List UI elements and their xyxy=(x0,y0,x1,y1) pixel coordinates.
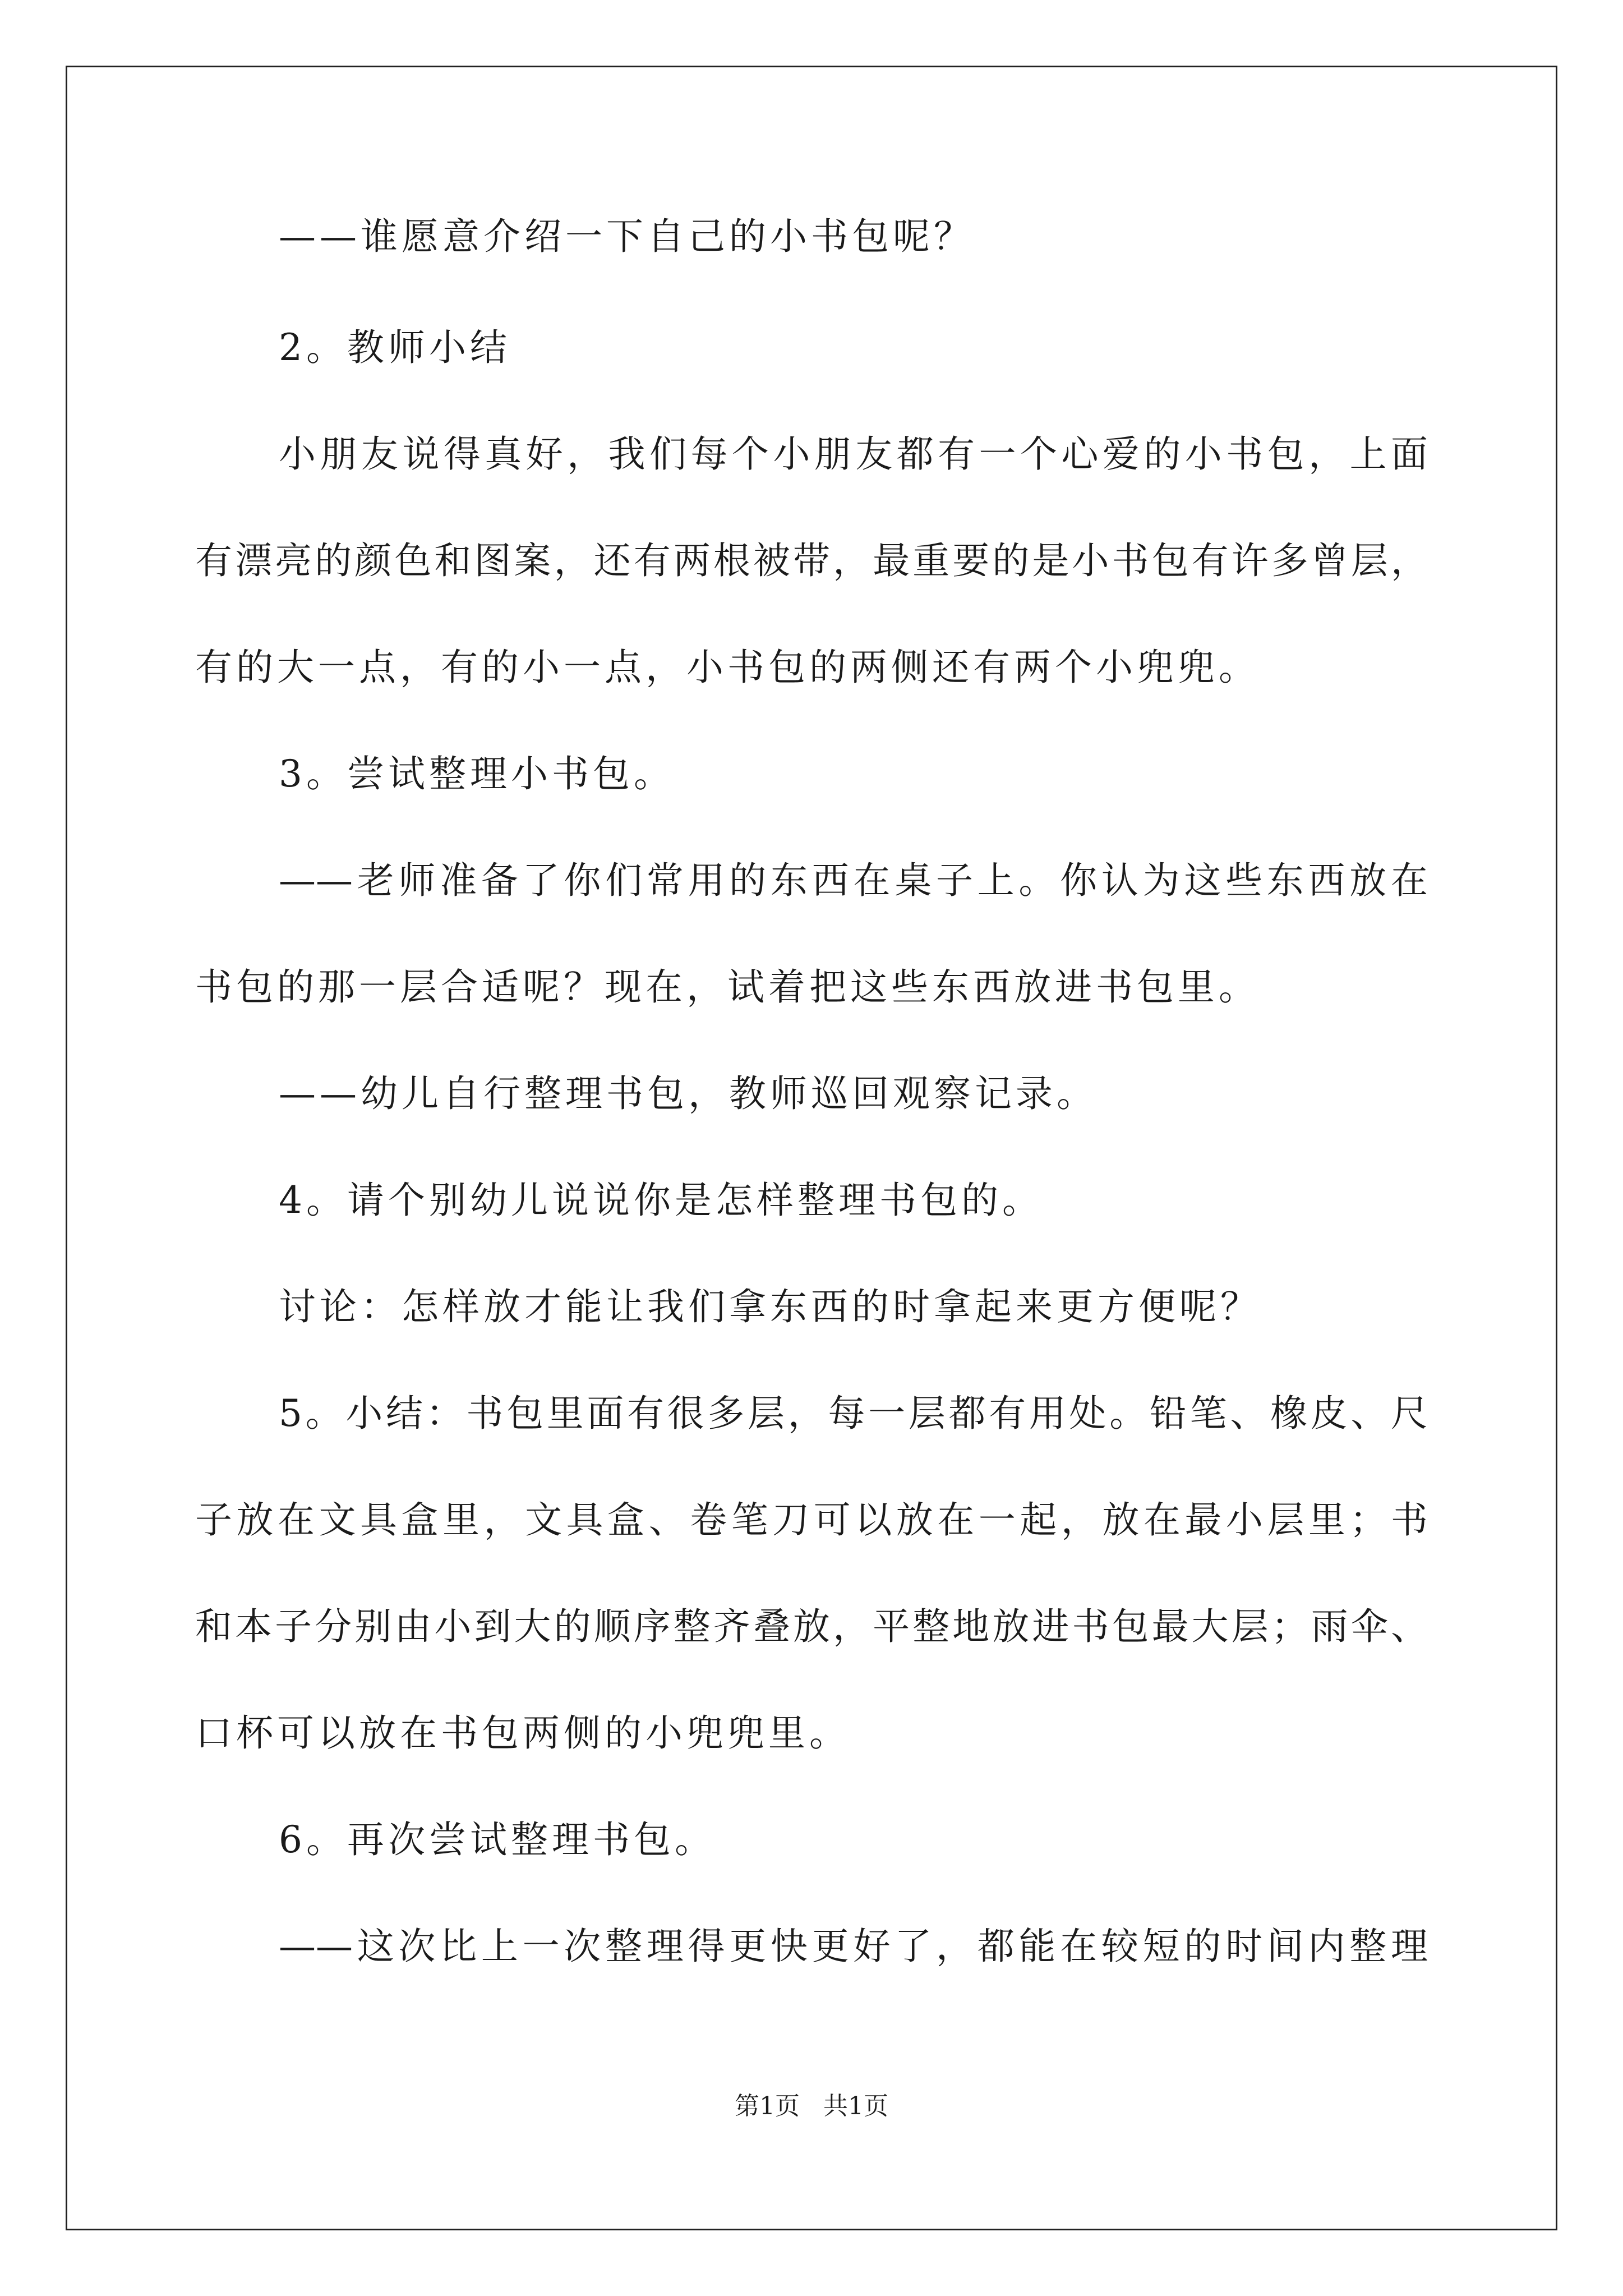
text-line: ——谁愿意介绍一下自己的小书包呢？ xyxy=(279,215,975,258)
text-line: 有的大一点，有的小一点，小书包的两侧还有两个小兜兜。 xyxy=(195,646,1260,689)
text-line: ——老师准备了你们常用的东西在桌子上。你认为这些东西放在 xyxy=(279,859,1428,902)
text-line: 5。小结：书包里面有很多层，每一层都有用处。铅笔、橡皮、尺 xyxy=(279,1392,1428,1435)
text-line: ——幼儿自行整理书包，教师巡回观察记录。 xyxy=(279,1072,1098,1115)
text-line: 2。教师小结 xyxy=(279,326,511,369)
text-line: 小朋友说得真好，我们每个小朋友都有一个心爱的小书包，上面 xyxy=(279,432,1428,476)
page-border xyxy=(66,66,1557,2230)
text-line: 有漂亮的颜色和图案，还有两根被带，最重要的是小书包有许多曾层， xyxy=(195,539,1428,582)
text-line: 4。请个别幼儿说说你是怎样整理书包的。 xyxy=(279,1179,1043,1222)
text-line: 讨论：怎样放才能让我们拿东西的时拿起来更方便呢？ xyxy=(279,1285,1261,1328)
text-line: 书包的那一层合适呢？现在，试着把这些东西放进书包里。 xyxy=(195,965,1260,1009)
text-line: 和本子分别由小到大的顺序整齐叠放，平整地放进书包最大层；雨伞、 xyxy=(195,1605,1428,1648)
text-line: ——这次比上一次整理得更快更好了，都能在较短的时间内整理 xyxy=(279,1925,1428,1968)
page-number: 第1页 xyxy=(735,2092,800,2120)
text-line: 口杯可以放在书包两侧的小兜兜里。 xyxy=(195,1711,850,1755)
text-line: 3。尝试整理小书包。 xyxy=(279,752,675,795)
text-line: 子放在文具盒里，文具盒、卷笔刀可以放在一起，放在最小层里；书 xyxy=(195,1498,1428,1542)
text-line: 6。再次尝试整理书包。 xyxy=(279,1818,716,1861)
page-footer xyxy=(0,2090,1623,2123)
page-total: 共1页 xyxy=(823,2092,888,2120)
